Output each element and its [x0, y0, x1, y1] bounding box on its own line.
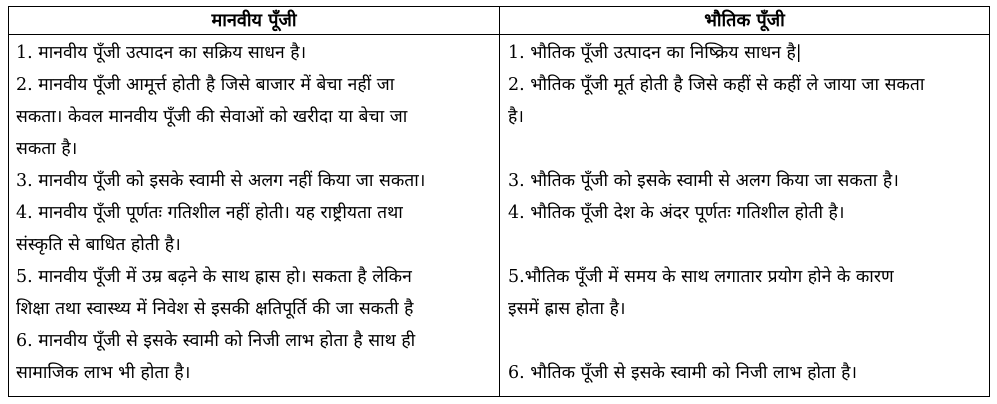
- left-line: सकता है।: [16, 139, 78, 159]
- left-line: 4. मानवीय पूँजी पूर्णतः गतिशील नहीं होती। यह राष्ट्रीयता तथा: [16, 203, 403, 223]
- left-line: 5. मानवीय पूँजी में उम्र बढ़ने के साथ ह्रास हो। सकता है लेकिन: [16, 267, 412, 287]
- right-spacer: [508, 229, 983, 261]
- header-human-capital: मानवीय पूँजी: [9, 7, 500, 35]
- left-line: शिक्षा तथा स्वास्थ्य में निवेश से इसकी क्षतिपूर्ति की जा सकती है: [16, 299, 414, 319]
- right-line: 3. भौतिक पूँजी को इसके स्वामी से अलग किया जा सकता है।: [508, 171, 899, 191]
- right-line: 4. भौतिक पूँजी देश के अंदर पूर्णतः गतिशील होती है।: [508, 203, 845, 223]
- right-spacer: [508, 325, 983, 357]
- right-line: 1. भौतिक पूँजी उत्पादन का निष्क्रिय साधन है|: [508, 43, 802, 63]
- comparison-table: [8, 6, 990, 397]
- right-line: 2. भौतिक पूँजी मूर्त होती है जिसे कहीं से कहीं ले जाया जा सकता: [508, 75, 925, 95]
- header-physical-capital: भौतिक पूँजी: [500, 7, 990, 35]
- header-row: [9, 7, 990, 35]
- left-line: 2. मानवीय पूँजी आमूर्त्त होती है जिसे बाजार में बेचा नहीं जा: [16, 75, 395, 95]
- right-line: 5.भौतिक पूँजी में समय के साथ लगातार प्रयोग होने के कारण: [508, 267, 894, 287]
- left-line: सामाजिक लाभ भी होता है।: [16, 363, 191, 383]
- right-line: इसमें ह्रास होता है।: [508, 299, 626, 319]
- left-line: 1. मानवीय पूँजी उत्पादन का सक्रिय साधन है।: [16, 43, 307, 63]
- left-line: 6. मानवीय पूँजी से इसके स्वामी को निजी लाभ होता है साथ ही: [16, 331, 416, 351]
- left-line: सकता। केवल मानवीय पूँजी की सेवाओं को खरीदा या बेचा जा: [16, 107, 408, 127]
- left-line: संस्कृति से बाधित होती है।: [16, 235, 181, 255]
- right-spacer: [508, 133, 983, 165]
- right-line: 6. भौतिक पूँजी से इसके स्वामी को निजी लाभ होता है।: [508, 363, 858, 383]
- left-line: 3. मानवीय पूँजी को इसके स्वामी से अलग नहीं किया जा सकता।: [16, 171, 426, 191]
- body-row: [9, 35, 990, 397]
- right-line: है।: [508, 107, 524, 127]
- human-capital-column: [9, 35, 500, 397]
- physical-capital-column: [500, 35, 990, 397]
